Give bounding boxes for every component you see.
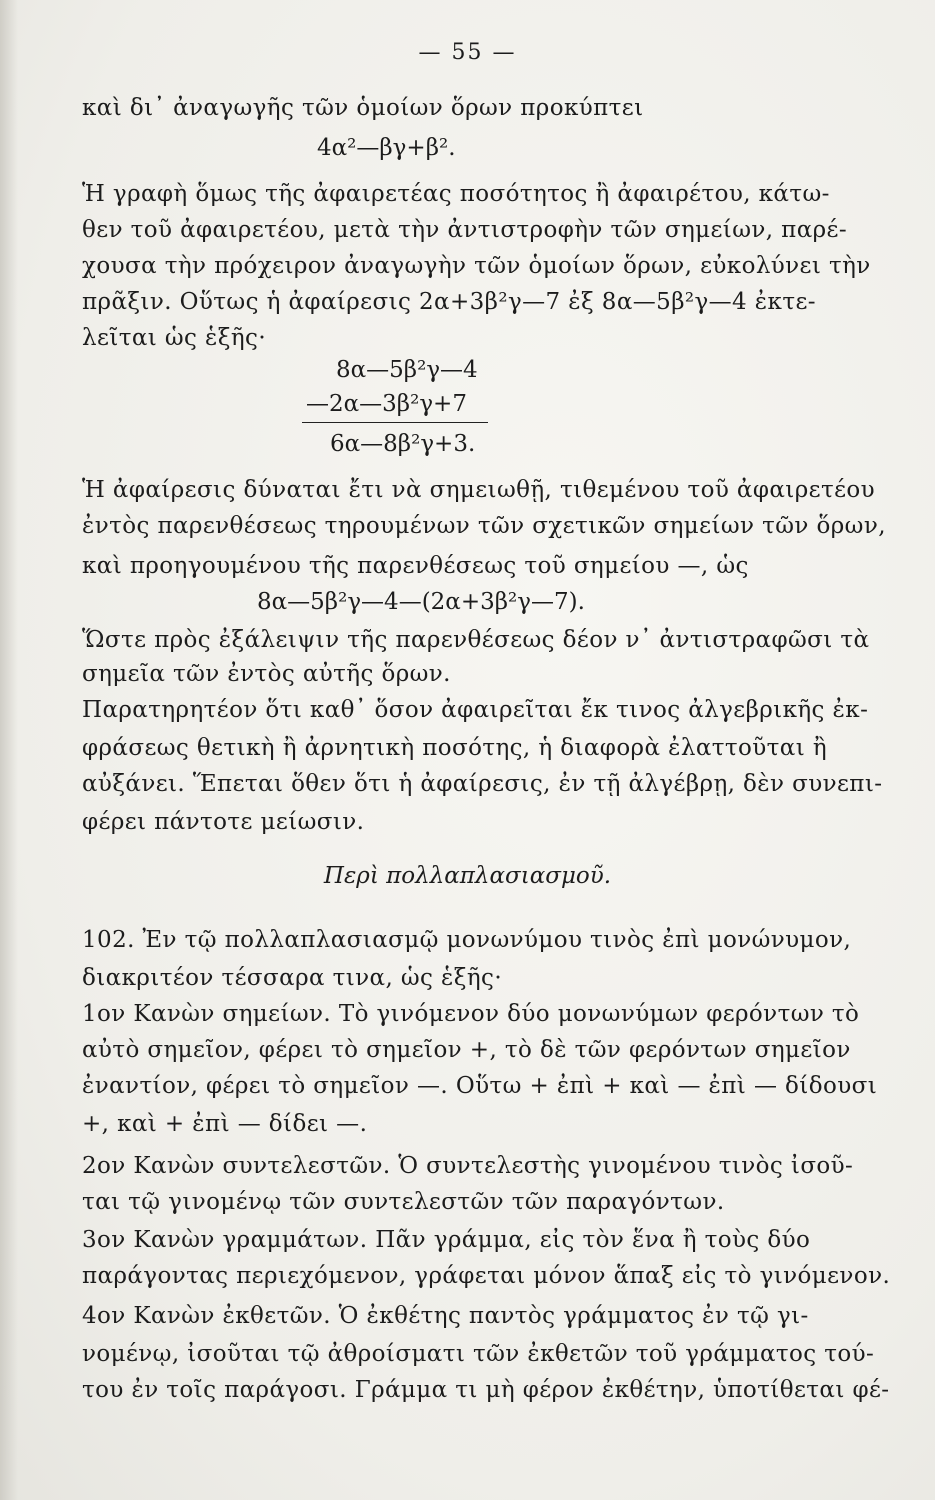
text-line: χουσα τὴν πρόχειρον ἀναγωγὴν τῶν ὁμοίων ὅρων, εὐκολύνει τὴν <box>82 253 871 279</box>
text-line: ἐναντίον, φέρει τὸ σημεῖον —. Οὕτω + ἐπὶ + καὶ — ἐπὶ — δίδουσι <box>82 1073 878 1099</box>
text-line: 3ον Κανὼν γραμμάτων. Πᾶν γράμμα, εἰς τὸν ἕνα ἢ τοὺς δύο <box>82 1227 811 1253</box>
text-line: 4ον Κανὼν ἐκθετῶν. Ὁ ἐκθέτης παντὸς γράμματος ἐν τῷ γι- <box>82 1303 809 1329</box>
text-line: φέρει πάντοτε μείωσιν. <box>82 809 365 835</box>
text-line: του ἐν τοῖς παράγοσι. Γράμμα τι μὴ φέρον ἐκθέτην, ὑποτίθεται φέ- <box>82 1377 890 1403</box>
formula-text: 8α—5β²γ—4—(2α+3β²γ—7). <box>257 589 585 615</box>
page-edge-shadow <box>0 0 18 1500</box>
text-line: ἐντὸς παρενθέσεως τηρουμένων τῶν σχετικῶν σημείων τῶν ὅρων, <box>82 513 886 539</box>
text-line: λεῖται ὡς ἑξῆς· <box>82 325 267 351</box>
text-line: αὐξάνει. Ἕπεται ὅθεν ὅτι ἡ ἀφαίρεσις, ἐν τῇ ἀλγέβρῃ, δὲν συνεπι- <box>82 771 883 797</box>
text-line: νομένῳ, ἰσοῦται τῷ ἀθροίσματι τῶν ἐκθετῶν τοῦ γράμματος τού- <box>82 1341 875 1367</box>
text-line: φράσεως θετικὴ ἢ ἀρνητικὴ ποσότης, ἡ διαφορὰ ἐλαττοῦται ἢ <box>82 735 828 761</box>
text-line: διακριτέον τέσσαρα τινα, ὡς ἑξῆς· <box>82 965 503 991</box>
text-line: σημεῖα τῶν ἐντὸς αὐτῆς ὅρων. <box>82 661 451 687</box>
text-line: 2ον Κανὼν συντελεστῶν. Ὁ συντελεστὴς γινομένου τινὸς ἰσοῦ- <box>82 1153 854 1179</box>
text-line: καὶ δι᾽ ἀναγωγῆς τῶν ὁμοίων ὅρων προκύπτει <box>82 95 644 121</box>
formula-text: 6α—8β²γ+3. <box>330 431 476 457</box>
text-line: Ἡ ἀφαίρεσις δύναται ἔτι νὰ σημειωθῇ, τιθεμένου τοῦ ἀφαιρετέου <box>82 477 876 503</box>
text-line: πρᾶξιν. Οὕτως ἡ ἀφαίρεσις 2α+3β²γ—7 ἐξ 8α—5β²γ—4 ἐκτε- <box>82 289 816 315</box>
page-number: — 55 — <box>418 40 517 65</box>
text-line: θεν τοῦ ἀφαιρετέου, μετὰ τὴν ἀντιστροφὴν τῶν σημείων, παρέ- <box>82 217 848 243</box>
text-line: Παρατηρητέον ὅτι καθ᾽ ὅσον ἀφαιρεῖται ἔκ τινος ἀλγεβρικῆς ἐκ- <box>82 697 869 723</box>
subtraction-rule <box>302 422 488 423</box>
text-line: αὐτὸ σημεῖον, φέρει τὸ σημεῖον +, τὸ δὲ τῶν φερόντων σημεῖον <box>82 1037 851 1063</box>
text-line: ται τῷ γινομένῳ τῶν συντελεστῶν τῶν παραγόντων. <box>82 1189 725 1215</box>
text-line: καὶ προηγουμένου τῆς παρενθέσεως τοῦ σημείου —, ὡς <box>82 553 749 579</box>
formula-text: 4α²—βγ+β². <box>317 135 456 161</box>
formula-text: 8α—5β²γ—4 <box>336 357 478 383</box>
text-line: παράγοντας περιεχόμενον, γράφεται μόνον ἅπαξ εἰς τὸ γινόμενον. <box>82 1263 891 1289</box>
text-line: 1ον Κανὼν σημείων. Τὸ γινόμενον δύο μονωνύμων φερόντων τὸ <box>82 1001 860 1027</box>
formula-text: —2α—3β²γ+7 <box>306 391 467 417</box>
section-heading: Περὶ πολλαπλασιασμοῦ. <box>323 863 612 889</box>
text-line: +, καὶ + ἐπὶ — δίδει —. <box>82 1111 368 1137</box>
text-line: Ἡ γραφὴ ὅμως τῆς ἀφαιρετέας ποσότητος ἢ ἀφαιρέτου, κάτω- <box>82 181 830 207</box>
text-line: 102. Ἐν τῷ πολλαπλασιασμῷ μονωνύμου τινὸς ἐπὶ μονώνυμον, <box>82 927 852 953</box>
text-line: Ὥστε πρὸς ἐξάλειψιν τῆς παρενθέσεως δέον ν᾽ ἀντιστραφῶσι τὰ <box>82 627 870 653</box>
